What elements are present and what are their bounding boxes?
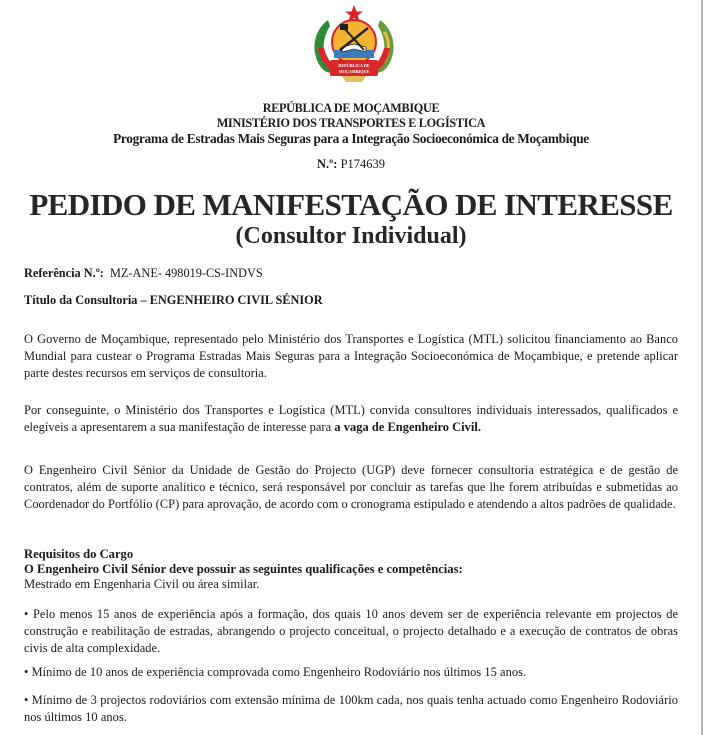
paragraph-financing: O Governo de Moçambique, representado pelo Ministério dos Transportes e Logística (MTL) solicitou financiamento ao Banco Mundial para custear o Programa Estradas Mais Seguras para a Integração Socioeconómica de Moçambique, e pretende aplicar parte destes recursos em serviços de consultoria. (24, 332, 678, 380)
project-number (0, 157, 702, 172)
mozambique-coat-of-arms-icon (300, 2, 408, 84)
header-ministry: MINISTÉRIO DOS TRANSPORTES E LOGÍSTICA (216, 116, 486, 130)
requirements-degree: Mestrado em Engenharia Civil ou área similar. (24, 577, 260, 591)
document-title: PEDIDO DE MANIFESTAÇÃO DE INTERESSE (29, 187, 673, 222)
requirements-heading: Requisitos do Cargo (24, 547, 134, 561)
requirement-bullet: • Mínimo de 3 projectos rodoviários com extensão mínima de 100km cada, nos quais tenha actuado como Engenheiro Rodoviário nos últimos 10 anos. (24, 693, 678, 724)
emblem-banner-line2: MOÇAMBIQUE (338, 69, 370, 74)
invitation-text: Por conseguinte, o Ministério dos Transportes e Logística (MTL) convida consultores individuais interessados, qualificados e elegíveis a apresentarem a sua manifestação de interesse para (24, 403, 678, 434)
header-republic: REPÚBLICA DE MOÇAMBIQUE (262, 101, 440, 115)
requirement-bullet: • Pelo menos 15 anos de experiência após a formação, dos quais 10 anos devem ser de experiência relevante em projectos de construção e reabilitação de estradas, abrangendo o projecto conceitual, o projecto detalhado e a execução de contratos de obras civis de alta complexidade. (24, 607, 678, 655)
reference-label: Referência N.º: (24, 266, 104, 280)
requirement-bullet: • Mínimo de 10 anos de experiência comprovada como Engenheiro Rodoviário nos últimos 15 anos. (24, 665, 527, 679)
document-subtitle: (Consultor Individual) (235, 223, 467, 249)
invitation-vacancy: a vaga de Engenheiro Civil. (334, 420, 482, 434)
requirements-intro: O Engenheiro Civil Sénior deve possuir as seguintes qualificações e competências: (24, 562, 463, 576)
requirements-section (24, 547, 463, 592)
paragraph-invitation (24, 402, 678, 436)
project-number-label: N.º: (316, 157, 338, 171)
page-edge-divider (701, 0, 703, 735)
consultancy-title: Título da Consultoria – ENGENHEIRO CIVIL SÉNIOR (24, 293, 323, 307)
reference-value: MZ-ANE- 498019-CS-INDVS (110, 266, 263, 280)
paragraph-role-description: O Engenheiro Civil Sénior da Unidade de Gestão do Projecto (UGP) deve fornecer consultoria estratégica e de gestão de contratos, além de suporte analítico e técnico, será responsável por concluir as tarefas que lhe forem atribuídas e submetidas ao Coordenador do Portfólio (CP) para aprovação, de acordo com o cronograma estipulado e atendendo a altos padrões de qualidade. (24, 463, 678, 511)
header-program: Programa de Estradas Mais Seguras para a Integração Socioeconómica de Moçambique (113, 131, 589, 146)
reference-line (24, 266, 263, 281)
project-number-value: P174639 (340, 157, 386, 171)
emblem-banner-line1: REPÚBLICA DE (338, 63, 370, 68)
